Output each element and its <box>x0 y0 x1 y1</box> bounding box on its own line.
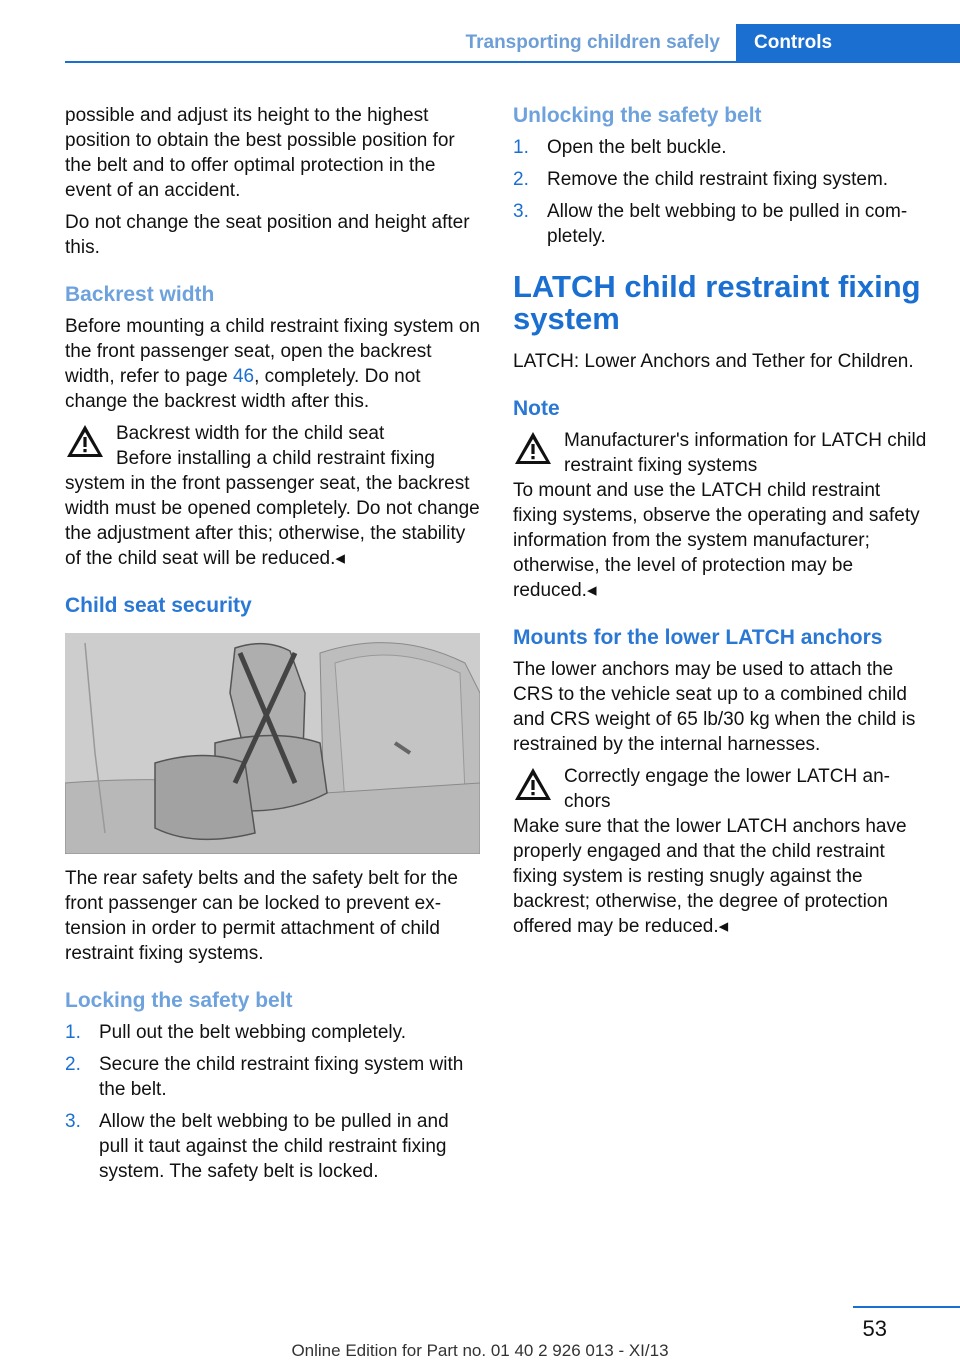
lower-latch-mounts-heading: Mounts for the lower LATCH anchors <box>513 626 883 649</box>
header-rule <box>65 61 960 63</box>
child-seat-security-heading: Child seat security <box>65 594 252 617</box>
unlocking-steps-list <box>513 135 928 249</box>
latch-manufacturer-warning-title: Manufacturer's information for LATCH child restraint fixing systems <box>564 430 927 476</box>
seat-position-paragraph: Do not change the seat position and height after this. <box>65 212 470 258</box>
lower-latch-mounts-paragraph: The lower anchors may be used to attach the CRS to the vehicle seat up to a combined child and CRS weight of 65 lb/30 kg when the child is restrained by the internal harnesses. <box>513 659 916 755</box>
header-section-title: Transporting children safely <box>465 32 720 53</box>
backrest-warning <box>65 421 481 571</box>
backrest-warning-title: Backrest width for the child seat <box>116 423 385 444</box>
list-item: 2. Remove the child restraint fixing system. <box>513 169 889 190</box>
warning-triangle-icon <box>513 430 553 466</box>
latch-section-heading: LATCH child restraint fixing system <box>513 269 921 336</box>
backrest-width-heading: Backrest width <box>65 283 215 306</box>
list-item: 3. Allow the belt webbing to be pulled in completely. <box>513 201 908 247</box>
latch-manufacturer-warning <box>513 428 928 603</box>
header-chapter-tab: Controls <box>736 24 960 62</box>
latch-engage-warning <box>513 764 928 939</box>
backrest-warning-text: system in the front passenger seat, the backrest width must be opened completely. Do not change the adjustment after this; otherwise, the stability of the child seat will be reduced.◂ <box>65 473 480 569</box>
locking-steps-list <box>65 1020 481 1184</box>
warning-triangle-icon <box>513 766 553 802</box>
list-item: 2. Secure the child restraint fixing system with the belt. <box>65 1054 464 1100</box>
child-seat-security-paragraph: The rear safety belts and the safety belt for the front passenger can be locked to prevent extension in order to permit attachment of child restraint fixing systems. <box>65 868 458 964</box>
note-heading: Note <box>513 397 560 420</box>
list-item: 1. Pull out the belt webbing completely. <box>65 1022 406 1043</box>
list-item: 1. Open the belt buckle. <box>513 137 727 158</box>
latch-definition-paragraph: LATCH: Lower Anchors and Tether for Children. <box>513 351 914 372</box>
right-column <box>513 103 928 946</box>
footer-edition-text: Online Edition for Part no. 01 40 2 926 013 - XI/13 <box>291 1341 669 1360</box>
unlocking-safety-belt-heading: Unlocking the safety belt <box>513 104 762 127</box>
page-link-46[interactable]: 46 <box>232 366 255 387</box>
intro-paragraph: possible and adjust its height to the highest position to obtain the best possible position for the belt and to offer optimal protection in the event of an accident. <box>65 105 455 201</box>
locking-safety-belt-heading: Locking the safety belt <box>65 989 293 1012</box>
list-item: 3. Allow the belt webbing to be pulled in and pull it taut against the child restraint fixing system. The safety belt is locked. <box>65 1111 449 1182</box>
warning-triangle-icon <box>65 423 105 459</box>
backrest-warning-first-line: Before installing a child restraint fixing <box>116 448 435 469</box>
footer-rule <box>853 1306 960 1308</box>
child-seat-illustration <box>65 633 480 854</box>
latch-engage-warning-title: Correctly engage the lower LATCH anchors <box>564 766 890 812</box>
latch-engage-warning-text: Make sure that the lower LATCH anchors have properly engaged and that the child restraint fixing system is resting snugly against the backrest; otherwise, the degree of protection offered may be reduced.◂ <box>513 816 907 937</box>
latch-manufacturer-warning-text: To mount and use the LATCH child restraint fixing systems, observe the operating and safety information from the system manufacturer; otherwise, the level of protection may be reduced.◂ <box>513 480 920 601</box>
backrest-width-paragraph: Before mounting a child restraint fixing system on the front passenger seat, open the backrest width, refer to page 46, completely. Do not change the backrest width after this. <box>65 316 481 412</box>
left-column <box>65 103 481 1191</box>
page-number: 53 <box>862 1316 887 1341</box>
